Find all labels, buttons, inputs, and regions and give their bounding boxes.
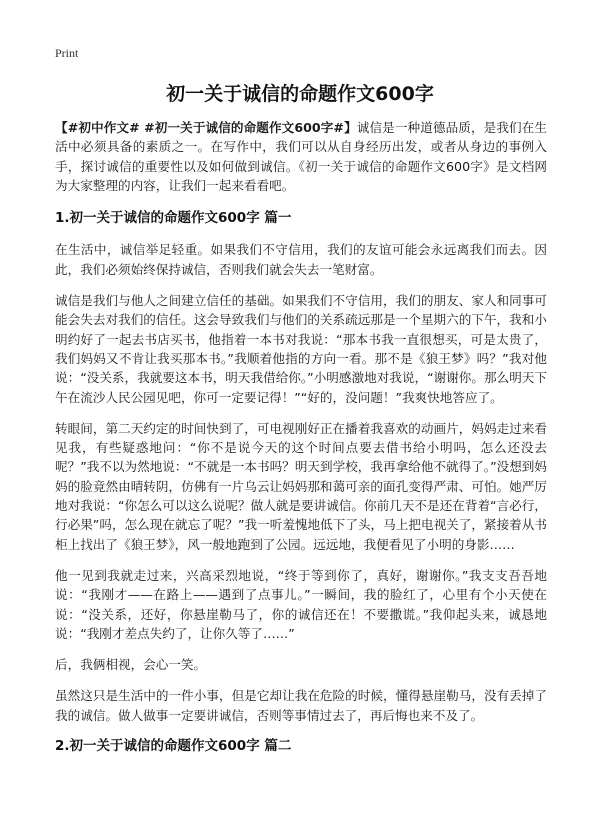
section-heading-1: 1.初一关于诚信的命题作文600字 篇一 — [55, 210, 292, 227]
paragraph: 转眼间，第二天约定的时间快到了，可电视刚好正在播着我喜欢的动画片，妈妈走过来看见我，有些疑惑地问：“你不是说今天的这个时间点要去借书给小明吗，怎么还没去呢？”我不以为然地说：“不就是一本书吗？明天到学校，我再拿给他不就得了。”没想到妈妈的脸竟然由晴转阴，仿佛有一片乌云让妈妈那和蔼可亲的面孔变得严肃、可怕。她严厉地对我说：“你怎么可以这么说呢？做人就是要讲诚信。你前几天不是还在背着“言必行，行必果”吗，怎么现在就忘了呢？”我一听羞愧地低下了头，马上把电视关了，紧接着从书柜上找出了《狼王梦》，风一般地跑到了公园。远远地，我便看见了小明的身影…… — [55, 420, 547, 552]
intro-text: 诚信是一种道德品质，是我们在生活中必须具备的素质之一。在写作中，我们可以从自身经历出发，或者从身边的事例入手，探讨诚信的重要性以及如何做到诚信。《初一关于诚信的命题作文600字》是文档网为大家整理的内容，让我们一起来看看吧。 — [55, 120, 548, 193]
section-heading-2: 2.初一关于诚信的命题作文600字 篇二 — [55, 738, 292, 755]
paragraph: 在生活中，诚信举足轻重。如果我们不守信用，我们的友谊可能会永远离我们而去。因此，我们必须始终保持诚信，否则我们就会失去一笔财富。 — [55, 242, 547, 277]
print-label: Print — [55, 46, 79, 60]
paragraph: 虽然这只是生活中的一件小事，但是它却让我在危险的时候，懂得悬崖勒马，没有丢掉了我的诚信。做人做事一定要讲诚信，否则等事情过去了，再后悔也来不及了。 — [55, 688, 547, 723]
document-body — [55, 118, 547, 768]
paragraph: 他一见到我就走过来，兴高采烈地说，“终于等到你了，真好，谢谢你。”我支支吾吾地说：“我刚才——在路上——遇到了点事儿。”一瞬间，我的脸红了，心里有个小天使在说：“没关系，还好，你悬崖勒马了，你的诚信还在！不要撒谎。”我仰起头来，诚恳地说：“我刚才差点失约了，让你久等了……” — [55, 567, 547, 641]
paragraph: 诚信是我们与他人之间建立信任的基础。如果我们不守信用，我们的朋友、家人和同事可能会失去对我们的信任。这会导致我们与他们的关系疏远那是一个星期六的下午，我和小明约好了一起去书店买书，他指着一本书对我说：“那本书我一直很想买，可是太贵了，我们妈妈又不肯让我买那本书。”我顺着他指的方向一看。那不是《狼王梦》吗？”我对他说：“没关系，我就要这本书，明天我借给你。”小明感激地对我说，“谢谢你。那么明天下午在流沙人民公园见吧，你可一定要记得！”“好的，没问题！”我爽快地答应了。 — [55, 293, 547, 405]
paragraph: 后，我俩相视，会心一笑。 — [55, 657, 207, 673]
intro-tags: 【#初中作文# #初一关于诚信的命题作文600字#】 — [55, 120, 357, 135]
page-title: 初一关于诚信的命题作文600字 — [166, 83, 434, 105]
intro-paragraph — [55, 118, 547, 195]
